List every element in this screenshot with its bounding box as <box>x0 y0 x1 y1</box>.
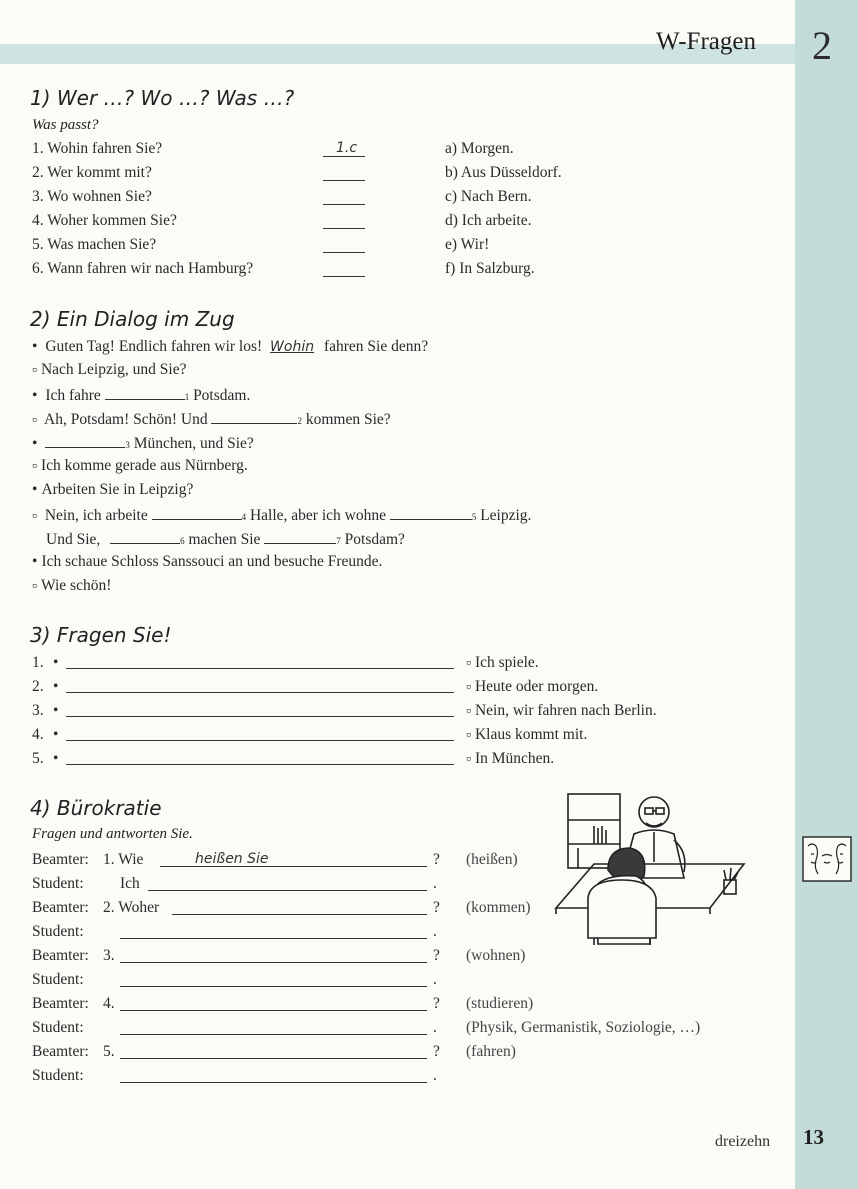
bureau-line-4[interactable] <box>120 938 427 939</box>
question-line-2[interactable] <box>66 692 454 693</box>
dialog-line-4: ▫ Ah, Potsdam! Schön! Und 2 kommen Sie? <box>32 409 391 429</box>
reply-1: ▫ Ich spiele. <box>466 654 539 672</box>
answer-b: b) Aus Düsseldorf. <box>445 164 562 181</box>
bureau-line-5[interactable] <box>120 962 427 963</box>
row-2-prefix: Ich <box>120 875 140 892</box>
hint-heissen: (heißen) <box>466 851 518 868</box>
section-2-title: 2) Ein Dialog im Zug <box>30 307 235 331</box>
section-1-title: 1) Wer …? Wo …? Was …? <box>30 86 295 110</box>
bureau-line-1[interactable] <box>160 866 427 867</box>
bureau-line-9[interactable] <box>120 1058 427 1059</box>
dialog-blank-7[interactable] <box>264 529 336 544</box>
role-beamter: Beamter: <box>32 995 89 1012</box>
section-4-title: 4) Bürokratie <box>30 796 162 820</box>
answer-blank-3[interactable] <box>323 204 365 205</box>
role-beamter: Beamter: <box>32 851 89 868</box>
question-mark: ? <box>433 995 440 1012</box>
bullet: • <box>53 654 59 671</box>
bullet: • <box>53 750 59 767</box>
role-student: Student: <box>32 1019 84 1036</box>
answer-blank-2[interactable] <box>323 180 365 181</box>
bureau-line-10[interactable] <box>120 1082 427 1083</box>
fragen-num-1: 1. <box>32 654 44 671</box>
bullet: • <box>53 678 59 695</box>
role-beamter: Beamter: <box>32 899 89 916</box>
hint-studieren: (studieren) <box>466 995 534 1012</box>
dialog-blank-6[interactable] <box>110 529 180 544</box>
answer-e: e) Wir! <box>445 236 490 253</box>
role-beamter: Beamter: <box>32 947 89 964</box>
row-3-prefix: 2. Woher <box>103 899 160 916</box>
period: . <box>433 971 437 988</box>
fragen-num-5: 5. <box>32 750 44 767</box>
hint-fahren: (fahren) <box>466 1043 516 1060</box>
fragen-num-3: 3. <box>32 702 44 719</box>
bureau-line-6[interactable] <box>120 986 427 987</box>
dialog-line-5: • 3 München, und Sie? <box>32 433 254 453</box>
dialog-line-6: ▫ Ich komme gerade aus Nürnberg. <box>32 457 248 475</box>
question-line-1[interactable] <box>66 668 454 669</box>
question-1: 1. Wohin fahren Sie? <box>32 140 163 157</box>
question-mark: ? <box>433 851 440 868</box>
answer-c: c) Nach Bern. <box>445 188 532 205</box>
period: . <box>433 1067 437 1084</box>
reply-2: ▫ Heute oder morgen. <box>466 678 598 696</box>
page-title: W-Fragen <box>656 28 756 55</box>
row-9-prefix: 5. <box>103 1043 115 1060</box>
bullet: • <box>53 702 59 719</box>
question-line-5[interactable] <box>66 764 454 765</box>
question-3: 3. Wo wohnen Sie? <box>32 188 152 205</box>
chapter-number: 2 <box>812 23 832 68</box>
dialog-blank-2[interactable] <box>211 409 297 424</box>
question-mark: ? <box>433 899 440 916</box>
office-illustration <box>548 790 748 945</box>
answer-a: a) Morgen. <box>445 140 514 157</box>
dialog-blank-5[interactable] <box>390 505 472 520</box>
role-beamter: Beamter: <box>32 1043 89 1060</box>
question-4: 4. Woher kommen Sie? <box>32 212 177 229</box>
dialog-line-11: ▫ Wie schön! <box>32 577 111 595</box>
row-1-prefix: 1. Wie <box>103 851 144 868</box>
dialog-line-7: • Arbeiten Sie in Leipzig? <box>32 481 193 499</box>
bureau-line-7[interactable] <box>120 1010 427 1011</box>
row-7-prefix: 4. <box>103 995 115 1012</box>
reply-5: ▫ In München. <box>466 750 554 768</box>
example-answer: 1.c <box>336 140 358 156</box>
role-student: Student: <box>32 1067 84 1084</box>
answer-blank-4[interactable] <box>323 228 365 229</box>
role-student: Student: <box>32 875 84 892</box>
page-number: 13 <box>803 1125 824 1149</box>
bureau-line-8[interactable] <box>120 1034 427 1035</box>
question-2: 2. Wer kommt mit? <box>32 164 152 181</box>
dialog-example: Wohin <box>270 339 315 355</box>
section-4-instruction: Fragen und antworten Sie. <box>32 826 193 842</box>
hint-kommen: (kommen) <box>466 899 531 916</box>
dialog-blank-1[interactable] <box>105 385 185 400</box>
dialog-blank-4[interactable] <box>152 505 242 520</box>
answer-f: f) In Salzburg. <box>445 260 535 277</box>
dialog-line-8: ▫ Nein, ich arbeite 4 Halle, aber ich wohne 5 Leipzig. <box>32 505 531 525</box>
speaking-faces-icon <box>802 836 852 882</box>
row-1-example: heißen Sie <box>195 851 269 867</box>
role-student: Student: <box>32 971 84 988</box>
section-1-instruction: Was passt? <box>32 117 99 133</box>
period: . <box>433 1019 437 1036</box>
dialog-line-1: • Guten Tag! Endlich fahren wir los! Wohin fahren Sie denn? <box>32 338 428 356</box>
reply-3: ▫ Nein, wir fahren nach Berlin. <box>466 702 657 720</box>
question-mark: ? <box>433 1043 440 1060</box>
question-6: 6. Wann fahren wir nach Hamburg? <box>32 260 254 277</box>
question-line-4[interactable] <box>66 740 454 741</box>
answer-d: d) Ich arbeite. <box>445 212 532 229</box>
fragen-num-2: 2. <box>32 678 44 695</box>
row-5-prefix: 3. <box>103 947 115 964</box>
hint-wohnen: (wohnen) <box>466 947 526 964</box>
chapter-sidebar <box>795 0 858 1189</box>
reply-4: ▫ Klaus kommt mit. <box>466 726 587 744</box>
answer-blank-1[interactable] <box>323 156 365 157</box>
bullet: • <box>53 726 59 743</box>
dialog-line-10: • Ich schaue Schloss Sanssouci an und besuche Freunde. <box>32 553 382 571</box>
period: . <box>433 923 437 940</box>
question-5: 5. Was machen Sie? <box>32 236 157 253</box>
question-mark: ? <box>433 947 440 964</box>
fragen-num-4: 4. <box>32 726 44 743</box>
hint-faecher: (Physik, Germanistik, Soziologie, …) <box>466 1019 701 1036</box>
dialog-line-2: ▫ Nach Leipzig, und Sie? <box>32 361 186 379</box>
dialog-blank-3[interactable] <box>45 433 125 448</box>
bureau-line-2[interactable] <box>148 890 427 891</box>
dialog-line-3: • Ich fahre 1 Potsdam. <box>32 385 250 405</box>
answer-blank-5[interactable] <box>323 252 365 253</box>
page-number-word: dreizehn <box>715 1133 771 1150</box>
bureau-line-3[interactable] <box>172 914 427 915</box>
question-line-3[interactable] <box>66 716 454 717</box>
period: . <box>433 875 437 892</box>
section-3-title: 3) Fragen Sie! <box>30 623 172 647</box>
answer-blank-6[interactable] <box>323 276 365 277</box>
role-student: Student: <box>32 923 84 940</box>
dialog-line-9: Und Sie, 6 machen Sie 7 Potsdam? <box>46 531 405 548</box>
